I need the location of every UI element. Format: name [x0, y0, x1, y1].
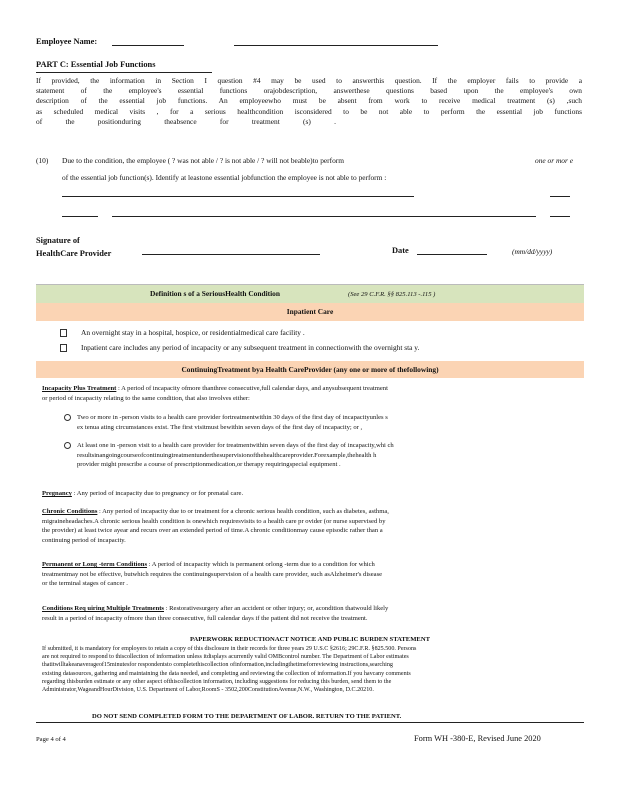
bullet-square-icon: [60, 344, 67, 352]
signature-field[interactable]: [142, 254, 320, 255]
job-function-answer-line[interactable]: [550, 196, 570, 197]
date-format-hint: (mm/dd/yyyy): [512, 247, 553, 256]
employee-first-name-field[interactable]: [112, 45, 184, 46]
question-10-qualifier: one or mor e: [535, 156, 573, 165]
return-notice: DO NOT SEND COMPLETED FORM TO THE DEPARTMENT OF LABOR. RETURN TO THE PATIENT.: [92, 713, 402, 720]
paperwork-heading: PAPERWORK REDUCTIONACT NOTICE AND PUBLIC BURDEN STATEMENT: [190, 636, 430, 643]
part-c-intro-line: If provided, the information in Section I question #4 may be used to answerthis question. If the employer fails to provide a: [36, 76, 582, 85]
page-number: Page 4 of 4: [36, 736, 66, 743]
employee-name-label: Employee Name:: [36, 37, 98, 46]
definitions-heading: Definition s of a SeriousHealth Condition: [150, 289, 280, 298]
incapacity-option-2: At least one in -person visit to a health care provider for treatmentwithin seven days of the first day of incapacity,whi ch resultsinangoingcourseofcontinuingtreatmentunderthesupervisionofthehealthcareprovider.Forexample,thehealth h provider might prescribe a course of prescriptionmedication,or therapy requiringspecial equipment .: [64, 441, 582, 470]
question-10-number: (10): [36, 156, 49, 165]
job-function-answer-line[interactable]: [550, 216, 570, 217]
job-function-answer-line[interactable]: [62, 216, 98, 217]
job-function-answer-line[interactable]: [62, 196, 414, 197]
inpatient-heading: Inpatient Care: [286, 307, 334, 316]
pregnancy-definition: Pregnancy : Any period of incapacity due to pregnancy or for prenatal care.: [42, 490, 244, 497]
part-c-intro-line: description of the essential job functions. An employeewho must be absent from work to receive medical treatment (s) ,such: [36, 96, 582, 106]
part-c-intro-line: of the positionduring theabsence for treatment (s) .: [36, 116, 336, 126]
chronic-definition: Chronic Conditions : Any period of incapacity due to or treatment for a chronic serious health condition, such as diabetes, asthma, migraineheadaches.A chronic serious health condition is onewhich requiresvisits to a health care pr ovider (or nurse supervised by the provider) at least twice ayear and recurs over an extended period of time.A chronic conditionmay cause episodic rather than a continuing period of incapacity.: [42, 508, 389, 544]
footer-divider: [36, 722, 584, 723]
date-label: Date: [392, 246, 409, 255]
option-circle-icon: [64, 414, 71, 421]
paperwork-statement: If submitted, it is mandatory for employers to retain a copy of this disclosure in their records for three years 29 U.S.C §2616; 29C.F.R. §825.500. Persons are not required to respond to thiscollection of information unless itdisplays acurrently valid OMBcontrol number. The Department of Labor estimates thatitwilltakeanaverageof15minutesfor respondentsto completethiscollection ofinformation,includingthetimeforreviewing instructions,searching existing datasources, gathering and maintaining the data needed, and completing and reviewing the collection of information.If you havcany comments regarding thisburden estimate or any other aspect ofthiscollection information, including suggestions for reducing this burden, send them to the Administrator,WageandHourDivision, U.S. Department of Labor,RoomS - 3502,200ConstitutionAvenue,N.W., Washington, D.C.20210.: [42, 646, 417, 694]
incapacity-definition: Incapacity Plus Treatment : A period of incapacity ofmore thanthree consecutive,full calendar days, and anysubsequent treatment or period of incapacity relating to the same condition, that also involves either:: [42, 385, 388, 402]
date-field[interactable]: [417, 254, 487, 255]
incapacity-option-1: Two or more in -person visits to a health care provider fortreatmentwithin 30 days of the first day of incapacityunles s ex tenua ating circumstances exist. The first visitmust bewithin seven days of the first day of incapacity; or ,: [64, 413, 582, 432]
inpatient-item: An overnight stay in a hospital, hospice, or residentialmedical care facility .: [60, 328, 305, 338]
employee-last-name-field[interactable]: [234, 45, 438, 46]
part-c-title: PART C: Essential Job Functions: [36, 59, 212, 73]
job-function-answer-line[interactable]: [112, 216, 536, 217]
part-c-intro-line: statement of the employee's essential functions orajobdescription, answerthese questions based upon the employee's own: [36, 86, 582, 96]
form-number: Form WH -380-E, Revised June 2020: [414, 734, 541, 743]
option-circle-icon: [64, 442, 71, 449]
part-c-intro: [36, 76, 582, 127]
multiple-treatments-definition: Conditions Req uiring Multiple Treatments : Restorativesurgery after an accident or other injury; or, acondition thatwould likely result in a period of incapacity ofmore than three consecutive, full calendar days if the patient did not receive the treatment.: [42, 605, 389, 622]
inpatient-heading-bar: [36, 303, 584, 321]
inpatient-item: Inpatient care includes any period of incapacity or any subsequent treatment in connectionwith the overnight sta y.: [60, 343, 419, 353]
definitions-heading-bar: [36, 284, 584, 305]
definitions-citation: (See 29 C.F.R. §§ 825.113 -.115 ): [348, 291, 436, 298]
question-10-text-line2: of the essential job function(s). Identify at leastone essential jobfunction the employee is not able to perform :: [62, 173, 387, 182]
continuing-heading-bar: [36, 361, 584, 378]
continuing-heading: ContinuingTreatment bya Health CareProvider (any one or more of thefollowing): [181, 365, 439, 374]
part-c-intro-line: as scheduled medical visits , for a serious healthcondition isconsidered to be not able to perform the essential job functions: [36, 106, 582, 116]
question-10-text: Due to the condition, the employee ( ? was not able / ? is not able / ? will not beable)to perform: [62, 156, 344, 165]
bullet-square-icon: [60, 329, 67, 337]
permanent-definition: Permanent or Long -term Conditions : A period of incapacity which is permanent orlong -term due to a condition for which treatmentmay not be effective, butwhich requires the continuingsupervision of a health care provider, such asAlzheimer's disease or the terminal stages of cancer .: [42, 561, 383, 588]
signature-label: Signature of HealthCare Provider: [36, 236, 112, 258]
